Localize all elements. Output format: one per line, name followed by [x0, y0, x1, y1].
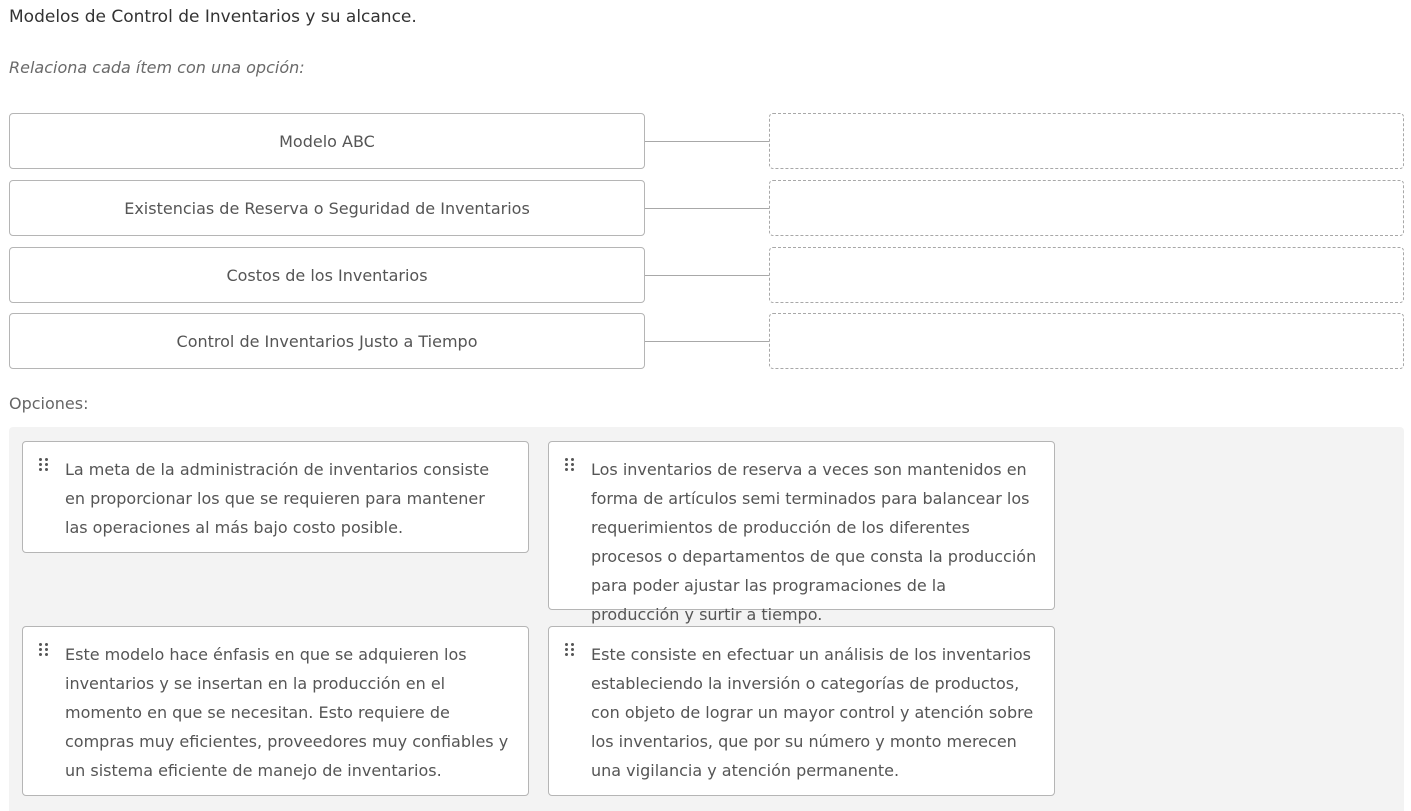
option-card-1[interactable]	[22, 441, 529, 553]
match-row-3	[9, 247, 1404, 303]
match-item-costos-inventarios: Costos de los Inventarios	[9, 247, 645, 303]
drag-handle-icon[interactable]	[39, 458, 49, 472]
drag-handle-icon[interactable]	[565, 643, 575, 657]
option-card-2[interactable]	[548, 441, 1055, 624]
match-row-4	[9, 313, 1404, 369]
connector-line	[645, 341, 769, 342]
connector-line	[645, 141, 769, 142]
instruction-text: Relaciona cada ítem con una opción:	[9, 58, 305, 77]
match-item-justo-a-tiempo: Control de Inventarios Justo a Tiempo	[9, 313, 645, 369]
options-panel	[9, 427, 1404, 811]
option-text: Este modelo hace énfasis en que se adquieren los inventarios y se insertan en la producción en el momento en que se necesitan. Esto requiere de compras muy eficientes, proveedores muy confiables y un sistema eficiente de manejo de inventarios.	[65, 645, 509, 780]
match-row-2	[9, 180, 1404, 236]
drag-handle-icon[interactable]	[39, 643, 49, 657]
option-text: La meta de la administración de inventarios consiste en proporcionar los que se requieren para mantener las operaciones al más bajo costo posible.	[65, 460, 490, 537]
drop-zone-1[interactable]	[769, 113, 1404, 169]
drop-zone-2[interactable]	[769, 180, 1404, 236]
drag-handle-icon[interactable]	[565, 458, 575, 472]
match-item-modelo-abc: Modelo ABC	[9, 113, 645, 169]
page-title: Modelos de Control de Inventarios y su alcance.	[9, 7, 417, 27]
option-card-3[interactable]	[22, 626, 529, 796]
drop-zone-4[interactable]	[769, 313, 1404, 369]
drop-zone-3[interactable]	[769, 247, 1404, 303]
connector-line	[645, 275, 769, 276]
option-card-4[interactable]	[548, 626, 1055, 796]
connector-line	[645, 208, 769, 209]
option-text: Este consiste en efectuar un análisis de los inventarios estableciendo la inversión o categorías de productos, con objeto de lograr un mayor control y atención sobre los inventarios, que por su número y monto merecen una vigilancia y atención permanente.	[591, 645, 1034, 780]
match-item-existencias-reserva: Existencias de Reserva o Seguridad de Inventarios	[9, 180, 645, 236]
match-row-1	[9, 113, 1404, 169]
options-label: Opciones:	[9, 394, 89, 413]
option-text: Los inventarios de reserva a veces son mantenidos en forma de artículos semi terminados para balancear los requerimientos de producción de los diferentes procesos o departamentos de que consta la producción para poder ajustar las programaciones de la producción y surtir a tiempo.	[591, 460, 1037, 624]
